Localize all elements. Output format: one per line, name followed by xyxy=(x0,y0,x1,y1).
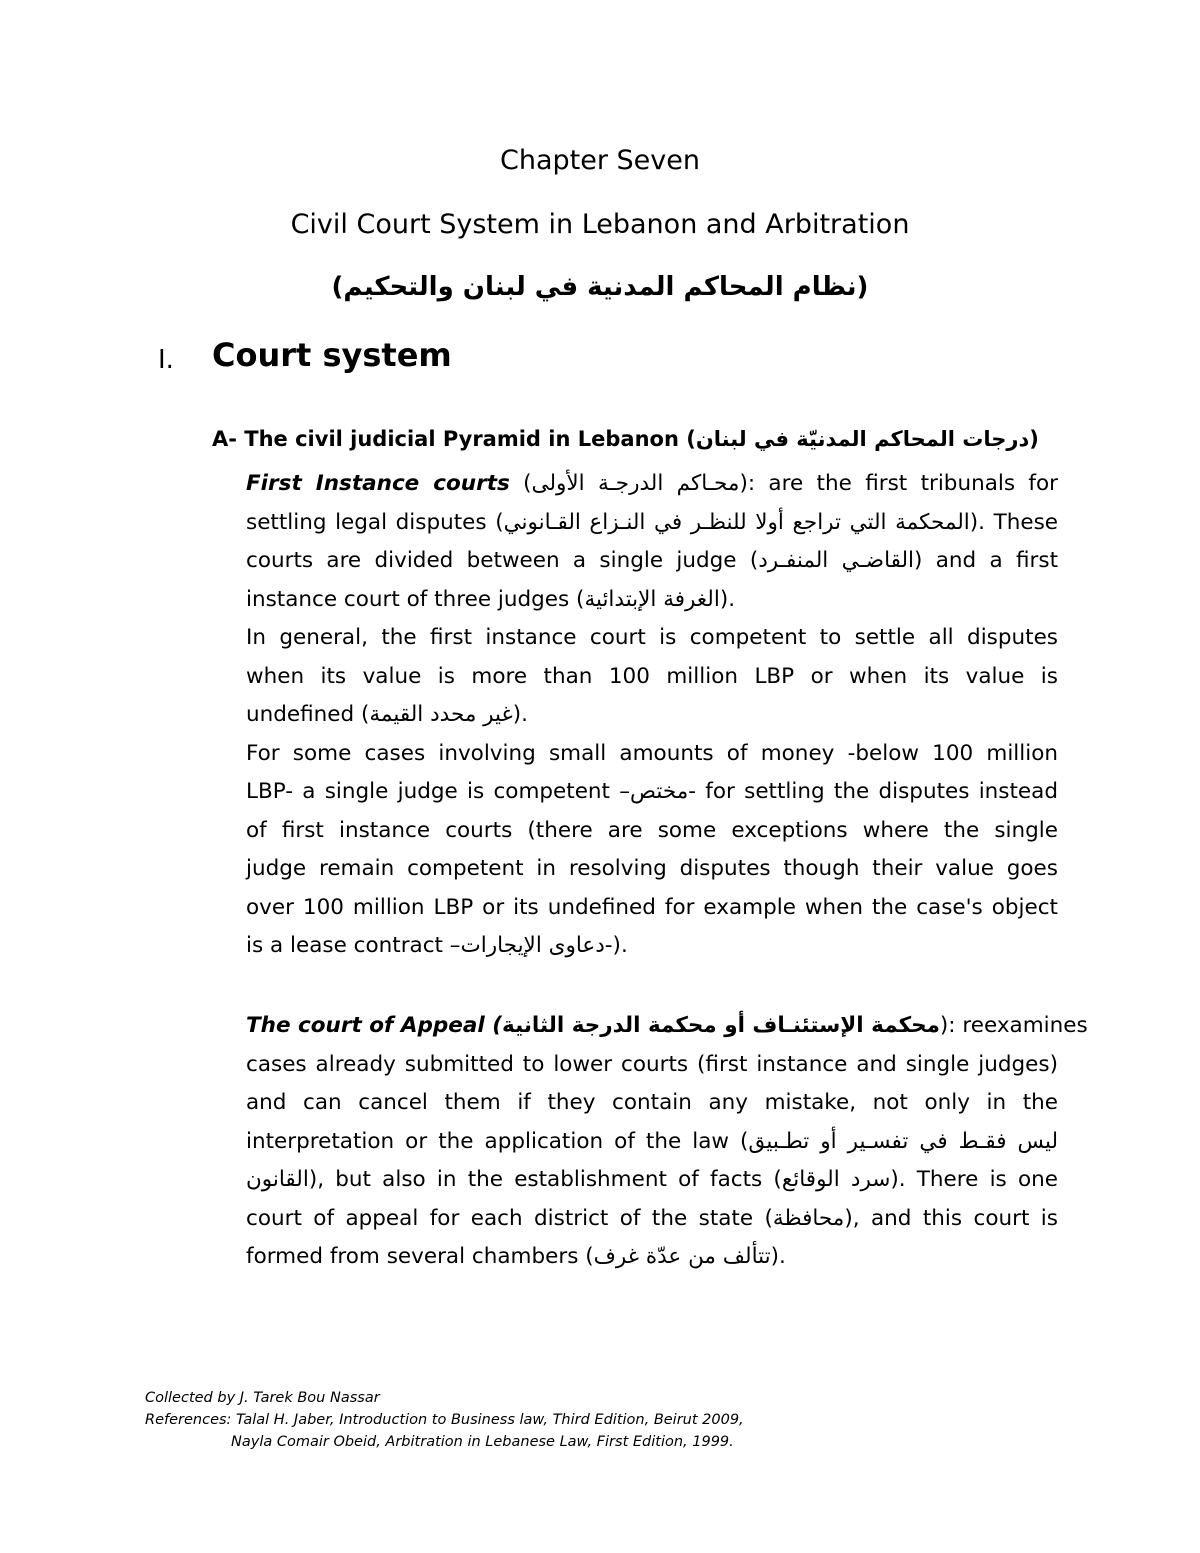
footer-collected: Collected by J. Tarek Bou Nassar xyxy=(145,1390,380,1406)
paragraph-line xyxy=(246,1238,1058,1277)
arabic-run: سرد الوقائع xyxy=(781,1167,891,1192)
text-run: interpretation or the application of the law ( xyxy=(246,1128,749,1154)
arabic-run: القاضـي المنفـرد xyxy=(758,548,915,573)
appeal-section xyxy=(246,1007,1088,1277)
arabic-run: غير محدد القيمة xyxy=(369,702,513,727)
first-instance-term: First Instance courts xyxy=(246,471,510,496)
text-run: - for settling the disputes instead xyxy=(688,779,1058,804)
text-run: ), but also in the establishment of facts ( xyxy=(308,1167,782,1192)
arabic-run: محافظة xyxy=(772,1205,845,1231)
appeal-term: The court of Appeal xyxy=(246,1013,485,1038)
text-run: ). xyxy=(719,586,736,612)
paragraph-line xyxy=(246,1007,1088,1046)
paragraph-line xyxy=(246,1200,1058,1239)
paragraph-line: over 100 million LBP or its undefined for example when the case's object xyxy=(246,894,1058,920)
paragraph-line xyxy=(246,773,1058,812)
paragraph-line xyxy=(246,696,1058,735)
paragraph-line: when its value is more than 100 million LBP or when its value is xyxy=(246,663,1058,689)
arabic-run: محـاكم الدرجـة الأولى xyxy=(531,471,740,496)
section-title: Court system xyxy=(212,336,452,374)
arabic-run: القانون xyxy=(246,1167,309,1192)
paragraph-line: judge remain competent in resolving disputes though their value goes xyxy=(246,856,1058,881)
footer xyxy=(145,1387,744,1453)
text-run: ), and this court is xyxy=(844,1205,1058,1231)
text-run: instance court of three judges ( xyxy=(246,586,585,612)
paragraph-line: For some cases involving small amounts of money -below 100 million xyxy=(246,740,1058,766)
text-run: court of appeal for each district of the state ( xyxy=(246,1205,773,1231)
text-run: LBP- a single judge is competent – xyxy=(246,779,631,804)
paragraph-line xyxy=(246,1161,1058,1200)
paragraph-line xyxy=(246,465,1058,504)
chapter-heading: Chapter Seven xyxy=(500,145,700,176)
arabic-run: محكمة الإستئنـاف أو محكمة الدرجة الثانية xyxy=(502,1013,940,1038)
paragraph-line: cases already submitted to lower courts (first instance and single judges) xyxy=(246,1051,1058,1077)
paragraph-line: of first instance courts (there are some exceptions where the single xyxy=(246,817,1058,843)
subsection-arabic: درجات المحاكم المدنيّة في لبنان xyxy=(695,427,1030,451)
text-run: ( xyxy=(509,471,532,496)
paragraph-line xyxy=(246,1123,1058,1162)
footer-reference-2: Nayla Comair Obeid, Arbitration in Lebanese Law, First Edition, 1999. xyxy=(231,1434,734,1450)
text-run: ). xyxy=(512,702,529,727)
text-run: formed from several chambers ( xyxy=(246,1244,594,1269)
subsection-close: ) xyxy=(1029,427,1039,451)
subsection-label: A- The civil judicial Pyramid in Lebanon ( xyxy=(212,427,696,451)
text-run: ): reexamines xyxy=(939,1013,1088,1038)
text-run: courts are divided between a single judge ( xyxy=(246,548,759,573)
arabic-run: ليس فقـط في تفسـير أو تطـبيق xyxy=(748,1128,1058,1154)
footer-reference-1: References: Talal H. Jaber, Introduction to Business law, Third Edition, Beirut 2009, xyxy=(145,1412,744,1428)
paragraph-line xyxy=(246,504,1058,543)
chapter-title: Civil Court System in Lebanon and Arbitration xyxy=(290,209,910,240)
text-run: -). xyxy=(604,933,628,958)
text-run: ) and a first xyxy=(914,548,1058,573)
arabic-run: المحكمة التي تراجع أولا للنظـر في النـزاع القـانوني xyxy=(503,509,970,535)
paragraph-line: In general, the first instance court is competent to settle all disputes xyxy=(246,625,1058,650)
text-run: is a lease contract – xyxy=(246,933,461,958)
arabic-run: دعاوى الإيجارات xyxy=(460,933,605,958)
arabic-chapter-title: (نظام المحاكم المدنية في لبنان والتحكيم) xyxy=(331,272,869,302)
arabic-run: الغرفة الإبتدائية xyxy=(584,586,720,612)
text-run: ). There is one xyxy=(890,1167,1058,1192)
paragraph-line xyxy=(246,927,1058,966)
text-run: ( xyxy=(484,1013,503,1038)
text-run: settling legal disputes ( xyxy=(246,509,504,535)
first-instance-section xyxy=(246,465,1058,966)
paragraph-line: and can cancel them if they contain any mistake, not only in the xyxy=(246,1090,1058,1115)
paragraph-line xyxy=(246,581,1058,620)
arabic-run: مختص xyxy=(630,779,689,804)
paragraph-line xyxy=(246,542,1058,581)
text-run: ). xyxy=(770,1244,786,1269)
text-run: ): are the first tribunals for xyxy=(739,471,1058,496)
section-number: I. xyxy=(158,345,174,375)
text-run: undefined ( xyxy=(246,702,370,727)
subsection-heading xyxy=(212,427,1039,451)
text-run: ). These xyxy=(969,509,1058,535)
arabic-run: تتألف من عدّة غرف xyxy=(593,1244,771,1269)
